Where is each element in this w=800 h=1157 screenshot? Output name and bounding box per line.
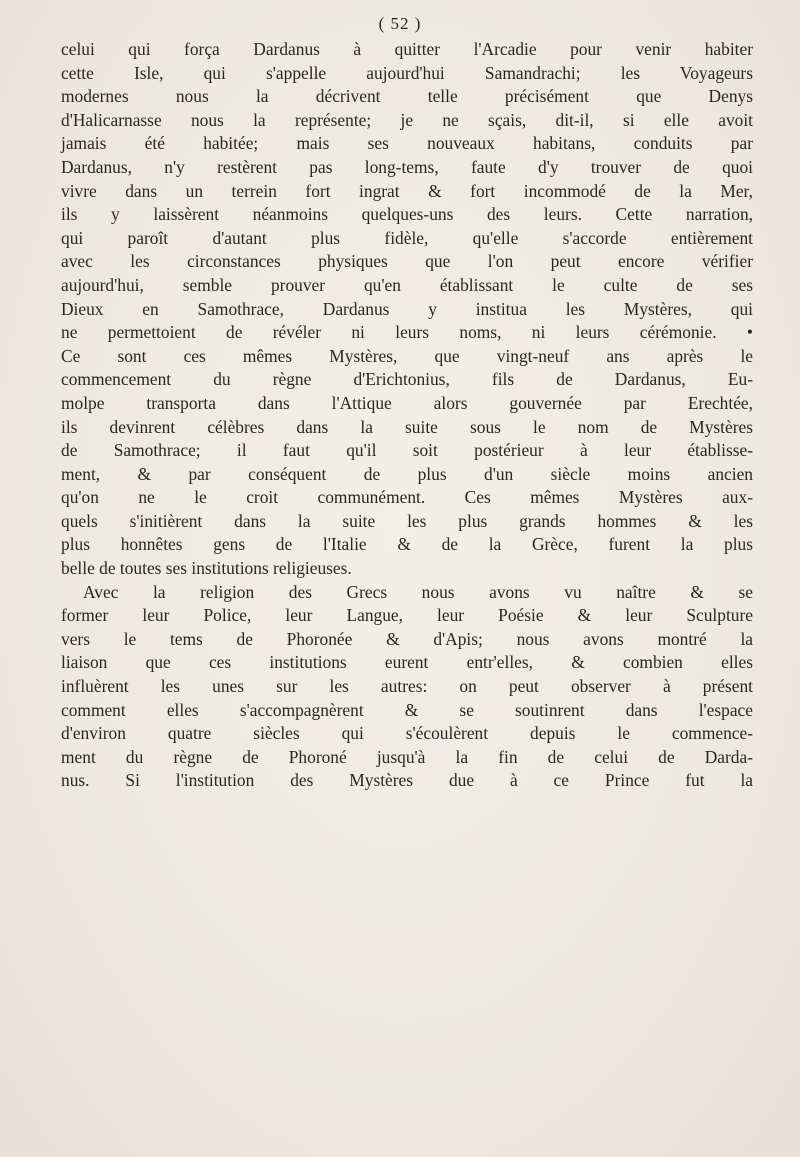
- text-line: liaison que ces institutions eurent entr'elles, & combien elles: [61, 652, 753, 673]
- text-line: ment, & par conséquent de plus d'un siècle moins ancien: [61, 463, 753, 484]
- text-line: former leur Police, leur Langue, leur Poésie & leur Sculpture: [61, 605, 753, 626]
- text-line: ils y laissèrent néanmoins quelques-uns des leurs. Cette narration,: [61, 204, 753, 225]
- text-line: avec les circonstances physiques que l'on peut encore vérifier: [61, 251, 753, 272]
- text-line: plus honnêtes gens de l'Italie & de la Grèce, furent la plus: [61, 534, 753, 555]
- text-line: vivre dans un terrein fort ingrat & fort incommodé de la Mer,: [61, 180, 753, 201]
- text-line: Dieux en Samothrace, Dardanus y institua les Mystères, qui: [61, 298, 753, 319]
- text-line: celui qui força Dardanus à quitter l'Arcadie pour venir habiter: [61, 39, 753, 59]
- text-line: ne permettoient de révéler ni leurs noms, ni leurs cérémonie. •: [61, 322, 753, 343]
- text-line: ment du règne de Phoroné jusqu'à la fin de celui de Darda-: [61, 746, 753, 767]
- text-line: d'environ quatre siècles qui s'écoulèrent depuis le commence-: [61, 723, 753, 744]
- text-line: jamais été habitée; mais ses nouveaux habitans, conduits par: [61, 133, 753, 154]
- text-line: cette Isle, qui s'appelle aujourd'hui Samandrachi; les Voyageurs: [61, 62, 753, 83]
- text-line: qui paroît d'autant plus fidèle, qu'elle s'accorde entièrement: [61, 227, 753, 248]
- text-line: influèrent les unes sur les autres: on peut observer à présent: [61, 676, 753, 697]
- text-line: quels s'initièrent dans la suite les plus grands hommes & les: [61, 510, 753, 531]
- text-line: commencement du règne d'Erichtonius, fils de Dardanus, Eu-: [61, 369, 753, 390]
- text-line: vers le tems de Phoronée & d'Apis; nous avons montré la: [61, 628, 753, 649]
- text-line: ils devinrent célèbres dans la suite sous le nom de Mystères: [61, 416, 753, 437]
- page-number: ( 52 ): [378, 14, 422, 33]
- body-text: [61, 38, 753, 793]
- text-line: Ce sont ces mêmes Mystères, que vingt-neuf ans après le: [61, 345, 753, 366]
- text-line: molpe transporta dans l'Attique alors gouvernée par Erechtée,: [61, 392, 753, 413]
- text-line: comment elles s'accompagnèrent & se soutinrent dans l'espace: [61, 699, 753, 720]
- text-line: aujourd'hui, semble prouver qu'en établissant le culte de ses: [61, 274, 753, 295]
- text-line: qu'on ne le croit communément. Ces mêmes Mystères aux-: [61, 487, 753, 508]
- text-line: Avec la religion des Grecs nous avons vu naître & se: [83, 581, 753, 602]
- text-line: Dardanus, n'y restèrent pas long-tems, faute d'y trouver de quoi: [61, 156, 753, 177]
- text-line: belle de toutes ses institutions religieuses.: [61, 558, 352, 579]
- text-line: nus. Si l'institution des Mystères due à ce Prince fut la: [61, 770, 753, 791]
- text-line: de Samothrace; il faut qu'il soit postérieur à leur établisse-: [61, 440, 753, 461]
- text-line: modernes nous la décrivent telle précisément que Denys: [61, 86, 753, 107]
- text-line: d'Halicarnasse nous la représente; je ne sçais, dit-il, si elle avoit: [61, 109, 753, 130]
